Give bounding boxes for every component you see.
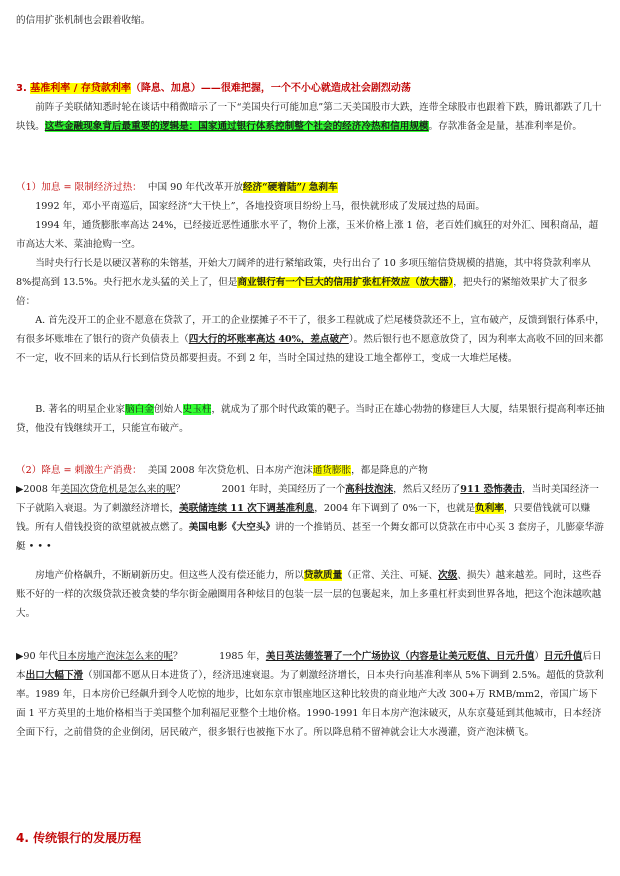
subprime-underline: 次级	[438, 570, 458, 581]
top-line: 的信用扩张机制也会跟着收缩。	[16, 15, 151, 26]
negative-rate-highlight: 负利率	[475, 503, 504, 514]
text-run: ▶90 年代	[16, 651, 58, 662]
text-run: ，当时美国经济一下子就陷入衰退。为了刺激经济增长，	[16, 484, 599, 514]
raise-paragraph-3	[16, 254, 606, 311]
loan-quality-highlight: 贷款质量	[303, 570, 343, 581]
leverage-highlight: 商业银行有一个巨大的信用扩张杠杆效应（放大器）	[237, 277, 454, 288]
text-run: 。存款准备金是量，基准利率是价。	[428, 121, 583, 132]
text-run: ？	[175, 484, 186, 495]
text-run: ）	[534, 651, 545, 662]
accord-content: （内容是让美元贬值、日元升值	[400, 651, 535, 662]
text-run: A. 首先没开工的企业不愿意在贷款了，开工的企业摆摊子不干了，很多工程就成了烂尾楼贷款还不上，宣布破产，反馈到银行体系中，有很多坏账堆在了银行的资产负债表上（	[16, 315, 605, 345]
text-run: B. 著名的明星企业家	[35, 404, 126, 415]
raise-paragraph-1: 1992 年，邓小平南巡后，国家经济“大干快上”，各地投资项目纷纷上马，很快就形成了发展过热的局面。	[35, 201, 485, 212]
text-run: ，就成为了那个时代政策的靶子。当时正在雄心勃勃的修建巨人大厦，结果银行提高利率还抽贷，他没有钱继续开工，只能宣布破产。	[16, 404, 605, 434]
company-highlight: 脑白金	[125, 404, 154, 415]
inflation-highlight: 通货膨胀	[312, 465, 352, 476]
text-run: ）。然后银行也不愿意放贷了，因为利率太高收不回的回来都不一定，收不回来的话从行长到信贷员都要担责。不到 2 年，当时全国过热的建设工地全都停工，变成一大堆烂尾楼。	[16, 334, 604, 364]
tech-bubble: 高科技泡沫	[345, 484, 394, 495]
text-run: （别国都不愿从日本进货了），经济迅速衰退。为了刺激经济增长，日本央行向基准利率从 5%下调到 2.5%。超低的贷款利率。1989 年，日本房价已经飙升到令人吃惊的地步，比如东京市银座地区这种比较贵的商业地产大改 300+万 RMB/mm2，帝国广场下面 1 平方英里的土地价格相当于美国整个加利福尼亚整个土地价格。1990-1991 年日本房产泡沫破灭，从东京蔓延到其他城市，日本经济全面下行，之前借贷的企业倒闭，居民破产，很多银行也被拖下水了。所以降息稍不留神就会让大水漫灌，资产泡沫横飞。	[16, 670, 604, 738]
rate-cuts: 美联储连续 11 次下调基准利息	[179, 503, 315, 514]
bad-debt-underline: 四大行的坏账率高达 40%，差点破产	[188, 334, 349, 345]
section-4-number: 4.	[16, 831, 29, 845]
text-run: 2001 年时，美国经历了一个	[221, 484, 346, 495]
text-run: ？	[172, 651, 183, 662]
subprime-paragraph-2	[16, 566, 606, 623]
text-run: ▶2008 年	[16, 484, 61, 495]
section-3-title-highlight: 基准利率 / 存贷款利率	[30, 83, 131, 94]
section-4-title: 传统银行的发展历程	[33, 831, 142, 845]
raise-heading	[16, 178, 606, 197]
export-drop: 出口大幅下滑	[25, 670, 84, 681]
text-run: 讲的一个推销员、甚至一个舞女都可以贷款在市中心买 3 套房子，儿膨豪华游艇 • • •	[16, 522, 604, 552]
text-run: （正常、关注、可疑、	[342, 570, 439, 581]
text-run: 1985 年，	[219, 651, 266, 662]
section-3-paragraph	[16, 98, 606, 136]
terror-attack: 911 恐怖袭击	[460, 484, 523, 495]
raise-point-b	[16, 400, 606, 438]
section-4-heading	[16, 829, 606, 848]
text-run: 前阵子美联储知悉时轮在谈话中稍微暗示了一下“美国央行可能加息”第二天美国股市大跌，连带全球股市也跟着下跌，腾讯都跌了几十块钱。	[16, 102, 602, 132]
founder-highlight: 史玉柱	[182, 404, 212, 415]
japan-paragraph	[16, 647, 606, 742]
text-run: 后日本	[16, 651, 602, 681]
key-logic-highlight: 这些金融现象背后最重要的逻辑是：国家通过银行体系控制整个社会的经济冷热和信用规模	[44, 121, 429, 132]
cut-tail: ，都是降息的产物	[351, 465, 428, 476]
text-run: 房地产价格飙升，不断刷新历史。但这些人没有偿还能力，所以	[35, 570, 304, 581]
section-3-number: 3.	[16, 83, 27, 94]
raise-highlight: 经济“硬着陆”/ 急刹车	[242, 182, 338, 193]
text-run: ，只要借钱就可以赚钱。所有人借钱投资的欲望就被点燃了。	[16, 503, 591, 533]
text-run: 创始人	[153, 404, 183, 415]
plaza-accord: 美日英法德签署了一个广场协议	[265, 651, 401, 662]
section-3-heading	[16, 79, 606, 98]
movie-title: 美国电影《大空头》	[188, 522, 276, 533]
text-run: ，然后又经历了	[393, 484, 461, 495]
text-run: 当时央行行长是以硬汉著称的朱镕基，开始大刀阔斧的进行紧缩政策，央行出台了 10 多项压缩信贷规模的措施，其中将贷款利率从 8%提高到 13.5%。央行把水龙头猛的关上了，但是	[16, 258, 591, 288]
text-run: ，2004 年下调到了 0%一下，也就是	[314, 503, 476, 514]
section-3-title-paren: （降息、加息）	[130, 83, 201, 94]
cut-lead: 美国 2008 年次贷危机、日本房产泡沫	[147, 465, 313, 476]
text-run: ，把央行的紧缩效果扩大了很多倍：	[16, 277, 588, 307]
subprime-paragraph	[16, 480, 606, 556]
cut-label: （2）降息 = 刺激生产消费：	[16, 465, 142, 476]
subprime-question: 美国次贷危机是怎么来的呢	[60, 484, 176, 495]
raise-lead: 中国 90 年代改革开放	[147, 182, 243, 193]
text-run: 、损失）越来越差。同时，这些吞账不好的一样的次级贷款还被贪婪的华尔街金融圈用各种炫目的包装一层一层的包裹起来，加上多重杠杆卖到世界各地，把这个泡沫越吹越大。	[16, 570, 602, 619]
section-3-title-rest: ——很难把握，一个不小心就造成社会剧烈动荡	[200, 83, 411, 94]
japan-question: 日本房地产泡沫怎么来的呢	[57, 651, 173, 662]
yen-appreciation: 日元升值	[544, 651, 583, 662]
raise-label: （1）加息 = 限制经济过热：	[16, 182, 142, 193]
raise-point-a	[16, 311, 606, 368]
raise-paragraph-2: 1994 年，通货膨胀率高达 24%，已经接近恶性通胀水平了，物价上涨，玉米价格上涨 1 倍，老百姓们疯狂的对外汇、囤积商品，超市高达大米、菜油抢购一空。	[16, 220, 599, 250]
cut-heading	[16, 461, 606, 480]
